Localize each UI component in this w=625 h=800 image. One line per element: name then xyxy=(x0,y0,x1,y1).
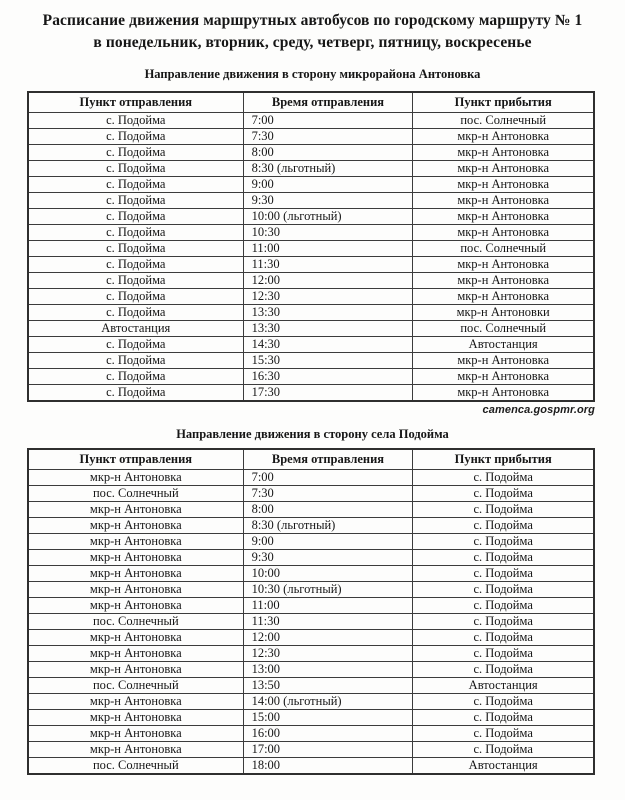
departure-time-cell: 13:50 xyxy=(243,678,413,694)
arrival-point-cell: с. Подойма xyxy=(413,582,594,598)
departure-point-cell: мкр-н Антоновка xyxy=(28,582,243,598)
departure-time-cell: 13:30 xyxy=(243,321,413,337)
arrival-point-cell: мкр-н Антоновка xyxy=(413,177,594,193)
arrival-point-cell: мкр-н Антоновка xyxy=(413,385,594,402)
table-row xyxy=(28,678,594,694)
departure-time-cell: 8:30 (льготный) xyxy=(243,161,413,177)
departure-point-cell: с. Подойма xyxy=(28,113,243,129)
table-row xyxy=(28,385,594,402)
arrival-point-cell: с. Подойма xyxy=(413,710,594,726)
arrival-point-cell: мкр-н Антоновка xyxy=(413,193,594,209)
departure-time-cell: 9:30 xyxy=(243,550,413,566)
table-caption-antonovka-direction: Направление движения в сторону микрорайона Антоновка xyxy=(144,67,481,81)
table-row xyxy=(28,241,594,257)
departure-point-cell: мкр-н Антоновка xyxy=(28,646,243,662)
arrival-point-cell: пос. Солнечный xyxy=(413,321,594,337)
arrival-point-cell: мкр-н Антоновка xyxy=(413,145,594,161)
arrival-point-cell: мкр-н Антоновка xyxy=(413,273,594,289)
departure-point-cell: с. Подойма xyxy=(28,353,243,369)
departure-time-cell: 7:00 xyxy=(243,470,413,486)
schedule-table-antonovka-direction xyxy=(27,91,595,402)
table-row xyxy=(28,369,594,385)
table-row xyxy=(28,225,594,241)
departure-point-cell: с. Подойма xyxy=(28,161,243,177)
table-row xyxy=(28,758,594,775)
table-row xyxy=(28,518,594,534)
departure-point-cell: с. Подойма xyxy=(28,385,243,402)
departure-time-cell: 14:30 xyxy=(243,337,413,353)
departure-point-cell: мкр-н Антоновка xyxy=(28,550,243,566)
departure-time-cell: 12:30 xyxy=(243,646,413,662)
departure-point-cell: мкр-н Антоновка xyxy=(28,566,243,582)
departure-point-cell: мкр-н Антоновка xyxy=(28,534,243,550)
departure-time-cell: 10:30 (льготный) xyxy=(243,582,413,598)
departure-time-cell: 11:00 xyxy=(243,241,413,257)
departure-time-cell: 11:00 xyxy=(243,598,413,614)
table-row xyxy=(28,337,594,353)
departure-time-cell: 16:00 xyxy=(243,726,413,742)
table-row xyxy=(28,646,594,662)
table-row xyxy=(28,582,594,598)
departure-time-cell: 7:00 xyxy=(243,113,413,129)
departure-point-cell: с. Подойма xyxy=(28,193,243,209)
arrival-point-cell: Автостанция xyxy=(413,337,594,353)
table-row xyxy=(28,129,594,145)
arrival-point-cell: Автостанция xyxy=(413,678,594,694)
departure-time-cell: 9:00 xyxy=(243,177,413,193)
departure-time-cell: 9:30 xyxy=(243,193,413,209)
departure-time-cell: 9:00 xyxy=(243,534,413,550)
arrival-point-cell: Автостанция xyxy=(413,758,594,775)
departure-point-cell: мкр-н Антоновка xyxy=(28,630,243,646)
header-row xyxy=(28,92,594,113)
column-header: Пункт отправления xyxy=(28,92,243,113)
table-row xyxy=(28,209,594,225)
departure-point-cell: с. Подойма xyxy=(28,273,243,289)
document-title-line-2: в понедельник, вторник, среду, четверг, пятницу, воскресенье xyxy=(93,34,532,51)
departure-time-cell: 10:00 xyxy=(243,566,413,582)
departure-point-cell: мкр-н Антоновка xyxy=(28,710,243,726)
departure-time-cell: 8:00 xyxy=(243,145,413,161)
departure-point-cell: пос. Солнечный xyxy=(28,758,243,775)
arrival-point-cell: пос. Солнечный xyxy=(413,113,594,129)
table-row xyxy=(28,321,594,337)
table-row xyxy=(28,726,594,742)
arrival-point-cell: с. Подойма xyxy=(413,518,594,534)
arrival-point-cell: с. Подойма xyxy=(413,646,594,662)
departure-time-cell: 13:30 xyxy=(243,305,413,321)
table-row xyxy=(28,742,594,758)
table-row xyxy=(28,353,594,369)
departure-point-cell: с. Подойма xyxy=(28,305,243,321)
table-caption-podoima-direction: Направление движения в сторону села Подойма xyxy=(176,427,449,441)
departure-time-cell: 12:00 xyxy=(243,630,413,646)
departure-time-cell: 12:00 xyxy=(243,273,413,289)
departure-time-cell: 11:30 xyxy=(243,257,413,273)
arrival-point-cell: мкр-н Антоновки xyxy=(413,305,594,321)
departure-point-cell: мкр-н Антоновка xyxy=(28,470,243,486)
departure-time-cell: 8:00 xyxy=(243,502,413,518)
table-row xyxy=(28,710,594,726)
departure-time-cell: 18:00 xyxy=(243,758,413,775)
arrival-point-cell: мкр-н Антоновка xyxy=(413,353,594,369)
table-row xyxy=(28,470,594,486)
departure-point-cell: мкр-н Антоновка xyxy=(28,726,243,742)
column-header: Пункт прибытия xyxy=(413,92,594,113)
departure-time-cell: 7:30 xyxy=(243,486,413,502)
arrival-point-cell: мкр-н Антоновка xyxy=(413,129,594,145)
departure-time-cell: 15:30 xyxy=(243,353,413,369)
departure-point-cell: с. Подойма xyxy=(28,129,243,145)
departure-point-cell: с. Подойма xyxy=(28,225,243,241)
departure-point-cell: пос. Солнечный xyxy=(28,486,243,502)
table-row xyxy=(28,145,594,161)
departure-point-cell: с. Подойма xyxy=(28,337,243,353)
departure-point-cell: пос. Солнечный xyxy=(28,678,243,694)
table-row xyxy=(28,257,594,273)
departure-point-cell: с. Подойма xyxy=(28,369,243,385)
departure-point-cell: мкр-н Антоновка xyxy=(28,598,243,614)
departure-point-cell: пос. Солнечный xyxy=(28,614,243,630)
departure-time-cell: 13:00 xyxy=(243,662,413,678)
arrival-point-cell: с. Подойма xyxy=(413,598,594,614)
departure-time-cell: 7:30 xyxy=(243,129,413,145)
departure-point-cell: мкр-н Антоновка xyxy=(28,502,243,518)
watermark-site-url: camenca.gospmr.org xyxy=(482,404,595,416)
table-row xyxy=(28,598,594,614)
table-row xyxy=(28,113,594,129)
departure-point-cell: с. Подойма xyxy=(28,209,243,225)
departure-time-cell: 17:30 xyxy=(243,385,413,402)
departure-point-cell: с. Подойма xyxy=(28,145,243,161)
table-row xyxy=(28,662,594,678)
arrival-point-cell: с. Подойма xyxy=(413,662,594,678)
departure-time-cell: 8:30 (льготный) xyxy=(243,518,413,534)
header-row xyxy=(28,449,594,470)
arrival-point-cell: мкр-н Антоновка xyxy=(413,369,594,385)
departure-point-cell: с. Подойма xyxy=(28,289,243,305)
table-row xyxy=(28,694,594,710)
arrival-point-cell: с. Подойма xyxy=(413,566,594,582)
table-row xyxy=(28,566,594,582)
table-row xyxy=(28,193,594,209)
table-row xyxy=(28,534,594,550)
arrival-point-cell: мкр-н Антоновка xyxy=(413,289,594,305)
table-row xyxy=(28,502,594,518)
arrival-point-cell: с. Подойма xyxy=(413,486,594,502)
table-row xyxy=(28,305,594,321)
departure-point-cell: с. Подойма xyxy=(28,177,243,193)
arrival-point-cell: мкр-н Антоновка xyxy=(413,161,594,177)
departure-time-cell: 10:00 (льготный) xyxy=(243,209,413,225)
table-row xyxy=(28,177,594,193)
table-row xyxy=(28,630,594,646)
arrival-point-cell: пос. Солнечный xyxy=(413,241,594,257)
arrival-point-cell: с. Подойма xyxy=(413,630,594,646)
departure-time-cell: 11:30 xyxy=(243,614,413,630)
column-header: Время отправления xyxy=(243,449,413,470)
table-row xyxy=(28,161,594,177)
column-header: Пункт прибытия xyxy=(413,449,594,470)
table-row xyxy=(28,289,594,305)
table-row xyxy=(28,550,594,566)
table-row xyxy=(28,486,594,502)
arrival-point-cell: с. Подойма xyxy=(413,470,594,486)
arrival-point-cell: с. Подойма xyxy=(413,742,594,758)
departure-point-cell: мкр-н Антоновка xyxy=(28,662,243,678)
arrival-point-cell: мкр-н Антоновка xyxy=(413,225,594,241)
arrival-point-cell: с. Подойма xyxy=(413,614,594,630)
table-row xyxy=(28,273,594,289)
arrival-point-cell: с. Подойма xyxy=(413,694,594,710)
document-title-line-1: Расписание движения маршрутных автобусов по городскому маршруту № 1 xyxy=(42,12,583,29)
arrival-point-cell: с. Подойма xyxy=(413,550,594,566)
arrival-point-cell: с. Подойма xyxy=(413,502,594,518)
departure-time-cell: 14:00 (льготный) xyxy=(243,694,413,710)
departure-point-cell: мкр-н Антоновка xyxy=(28,742,243,758)
arrival-point-cell: мкр-н Антоновка xyxy=(413,209,594,225)
document-title xyxy=(0,10,625,54)
departure-point-cell: с. Подойма xyxy=(28,257,243,273)
schedule-table-podoima-direction xyxy=(27,448,595,775)
arrival-point-cell: с. Подойма xyxy=(413,534,594,550)
departure-time-cell: 12:30 xyxy=(243,289,413,305)
departure-point-cell: мкр-н Антоновка xyxy=(28,518,243,534)
departure-time-cell: 17:00 xyxy=(243,742,413,758)
column-header: Время отправления xyxy=(243,92,413,113)
table-row xyxy=(28,614,594,630)
departure-point-cell: Автостанция xyxy=(28,321,243,337)
arrival-point-cell: с. Подойма xyxy=(413,726,594,742)
departure-time-cell: 15:00 xyxy=(243,710,413,726)
departure-time-cell: 10:30 xyxy=(243,225,413,241)
column-header: Пункт отправления xyxy=(28,449,243,470)
departure-time-cell: 16:30 xyxy=(243,369,413,385)
departure-point-cell: мкр-н Антоновка xyxy=(28,694,243,710)
departure-point-cell: с. Подойма xyxy=(28,241,243,257)
arrival-point-cell: мкр-н Антоновка xyxy=(413,257,594,273)
